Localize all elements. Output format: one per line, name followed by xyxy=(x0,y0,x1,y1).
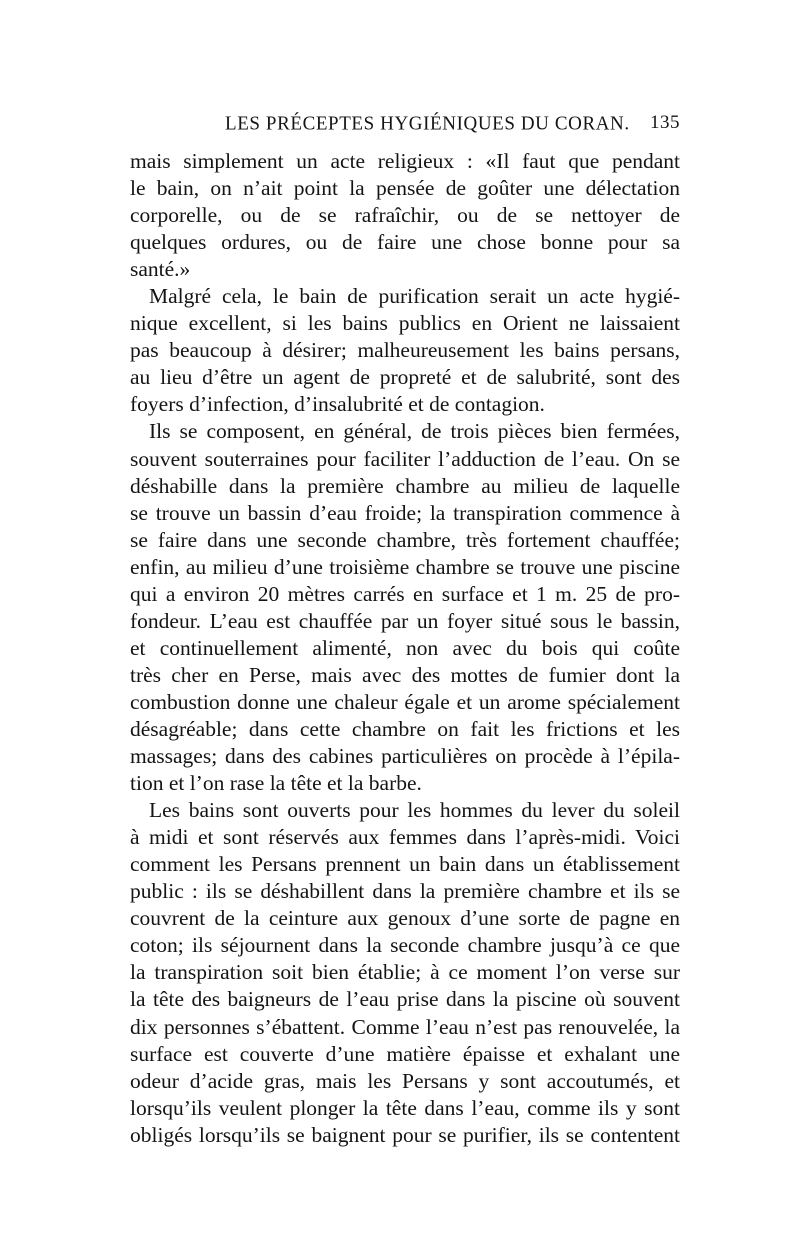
paragraph-4 xyxy=(130,797,680,1149)
text-line: à midi et sont réservés aux femmes dans l’après-midi. Voici xyxy=(130,825,680,850)
text-line: Malgré cela, le bain de purification serait un acte hygié- xyxy=(149,284,680,309)
running-header xyxy=(130,112,680,146)
text-line: corporelle, ou de se rafraîchir, ou de se nettoyer de xyxy=(130,203,680,228)
page-number: 135 xyxy=(650,112,680,133)
text-line: tion et l’on rase la tête et la barbe. xyxy=(130,771,422,796)
text-line: quelques ordures, ou de faire une chose bonne pour sa xyxy=(130,230,680,255)
text-line: santé.» xyxy=(130,257,191,282)
text-line: le bain, on n’ait point la pensée de goûter une délectation xyxy=(130,176,680,201)
text-line: se trouve un bassin d’eau froide; la transpiration commence à xyxy=(130,500,680,525)
text-line: et continuellement alimenté, non avec du bois qui coûte xyxy=(130,635,680,660)
text-line: la tête des baigneurs de l’eau prise dans la piscine où souvent xyxy=(130,987,680,1012)
text-line: désagréable; dans cette chambre on fait les frictions et les xyxy=(130,716,680,741)
text-line: foyers d’infection, d’insalubrité et de contagion. xyxy=(130,392,545,417)
text-line: Ils se composent, en général, de trois pièces bien fermées, xyxy=(149,419,680,444)
text-line: très cher en Perse, mais avec des mottes de fumier dont la xyxy=(130,662,680,687)
text-line: qui a environ 20 mètres carrés en surface et 1 m. 25 de pro- xyxy=(130,581,680,606)
text-line: comment les Persans prennent un bain dans un établissement xyxy=(130,852,680,877)
text-line: la transpiration soit bien établie; à ce moment l’on verse sur xyxy=(130,960,680,985)
text-line: déshabille dans la première chambre au milieu de laquelle xyxy=(130,473,680,498)
text-line: enfin, au milieu d’une troisième chambre se trouve une piscine xyxy=(130,554,680,579)
text-line: nique excellent, si les bains publics en Orient ne laissaient xyxy=(130,311,680,336)
text-line: public : ils se déshabillent dans la première chambre et ils se xyxy=(130,879,680,904)
text-line: odeur d’acide gras, mais les Persans y sont accoutumés, et xyxy=(130,1068,680,1093)
paragraph-2 xyxy=(130,283,680,418)
text-line: coton; ils séjournent dans la seconde chambre jusqu’à ce que xyxy=(130,933,680,958)
text-line: Les bains sont ouverts pour les hommes du lever du soleil xyxy=(149,798,680,823)
text-line: surface est couverte d’une matière épaisse et exhalant une xyxy=(130,1041,680,1066)
text-line: lorsqu’ils veulent plonger la tête dans l’eau, comme ils y sont xyxy=(130,1095,680,1120)
text-line: mais simplement un acte religieux : «Il faut que pendant xyxy=(130,149,680,173)
text-line: dix personnes s’ébattent. Comme l’eau n’est pas renouvelée, la xyxy=(130,1014,680,1039)
text-line: fondeur. L’eau est chauffée par un foyer situé sous le bassin, xyxy=(130,608,680,633)
text-line: se faire dans une seconde chambre, très fortement chauffée; xyxy=(130,527,680,552)
running-title: LES PRÉCEPTES HYGIÉNIQUES DU CORAN. xyxy=(225,112,630,135)
text-line: massages; dans des cabines particulières on procède à l’épila- xyxy=(130,744,680,769)
text-line: obligés lorsqu’ils se baignent pour se purifier, ils se contentent xyxy=(130,1122,680,1147)
paragraph-1 xyxy=(130,148,680,283)
text-line: combustion donne une chaleur égale et un arome spécialement xyxy=(130,689,680,714)
paragraph-3 xyxy=(130,418,680,797)
text-line: au lieu d’être un agent de propreté et de salubrité, sont des xyxy=(130,365,680,390)
body-text xyxy=(130,148,680,1149)
text-line: couvrent de la ceinture aux genoux d’une sorte de pagne en xyxy=(130,906,680,931)
text-line: pas beaucoup à désirer; malheureusement les bains persans, xyxy=(130,338,680,363)
text-line: souvent souterraines pour faciliter l’adduction de l’eau. On se xyxy=(130,446,680,471)
